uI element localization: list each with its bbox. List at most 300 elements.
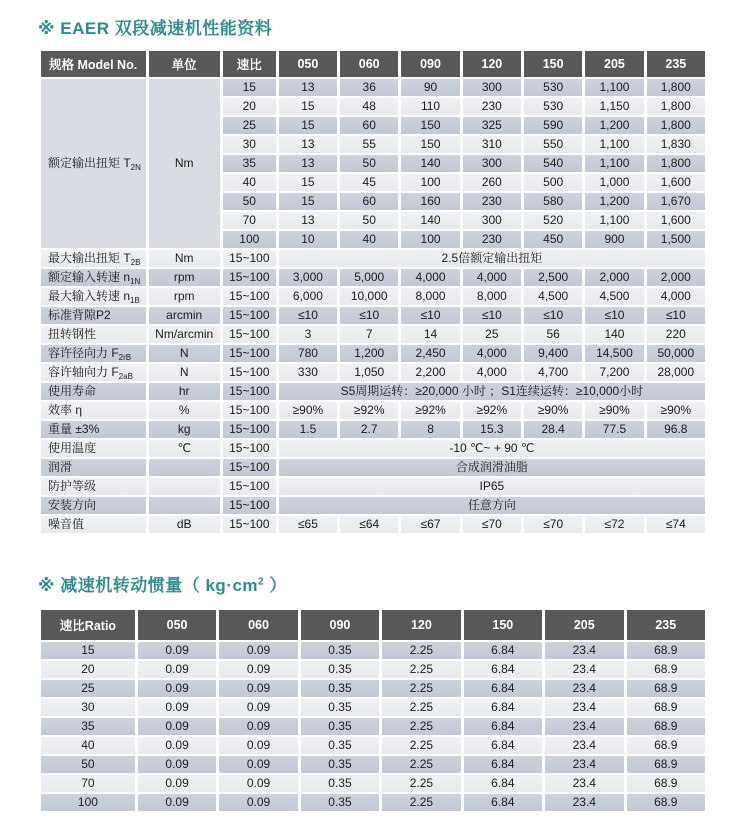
value-cell: 77.5	[585, 421, 643, 438]
value-cell: 140	[585, 326, 643, 343]
value-cell: 530	[524, 98, 582, 115]
value-cell: 50	[340, 155, 398, 172]
ratio-cell: 50	[223, 193, 276, 210]
column-header: 060	[219, 610, 297, 640]
value-cell: 0.35	[301, 699, 379, 716]
spec-label: 容许径向力 $F_{2rB}$	[41, 345, 146, 362]
value-cell: 0.09	[138, 756, 216, 773]
header-row	[41, 51, 705, 77]
unit-cell: N	[149, 364, 220, 381]
inertia-table	[38, 608, 708, 813]
value-cell: 0.09	[219, 680, 297, 697]
value-cell: 45	[340, 174, 398, 191]
spec-row	[41, 497, 705, 514]
value-cell: 1,800	[647, 155, 705, 172]
ratio-cell: 15~100	[223, 421, 276, 438]
spec-row	[41, 516, 705, 533]
value-cell: 0.09	[138, 718, 216, 735]
value-cell: 0.09	[138, 661, 216, 678]
spec-label: 最大输出扭矩 $T_{2B}$	[41, 250, 146, 267]
ratio-cell: 25	[41, 680, 135, 697]
span-value-cell: 2.5倍额定输出扭矩	[279, 250, 705, 267]
value-cell: 0.35	[301, 718, 379, 735]
value-cell: 1,500	[647, 231, 705, 248]
value-cell: 300	[463, 79, 521, 96]
value-cell: 900	[585, 231, 643, 248]
unit-cell: hr	[149, 383, 220, 400]
spec-label: 最大输入转速 $n_{1B}$	[41, 288, 146, 305]
value-cell: ≤74	[647, 516, 705, 533]
value-cell: 2,500	[524, 269, 582, 286]
value-cell: 4,000	[647, 288, 705, 305]
value-cell: 150	[401, 136, 459, 153]
value-cell: 0.35	[301, 775, 379, 792]
spec-row	[41, 440, 705, 457]
column-header: 060	[340, 51, 398, 77]
value-cell: 0.09	[138, 699, 216, 716]
ratio-cell: 70	[41, 775, 135, 792]
value-cell: 40	[340, 231, 398, 248]
ratio-cell: 35	[223, 155, 276, 172]
value-cell: ≤10	[524, 307, 582, 324]
unit-cell	[149, 478, 220, 495]
value-cell: 1,000	[585, 174, 643, 191]
inertia-row	[41, 794, 705, 811]
spec-row	[41, 421, 705, 438]
column-header: 120	[463, 51, 521, 77]
value-cell: 68.9	[627, 680, 706, 697]
value-cell: ≤10	[279, 307, 337, 324]
value-cell: 0.09	[138, 775, 216, 792]
value-cell: 68.9	[627, 737, 706, 754]
ratio-cell: 100	[223, 231, 276, 248]
value-cell: 230	[463, 193, 521, 210]
value-cell: 23.4	[545, 794, 623, 811]
value-cell: 8,000	[401, 288, 459, 305]
value-cell: 25	[463, 326, 521, 343]
value-cell: 60	[340, 193, 398, 210]
ratio-cell: 15~100	[223, 250, 276, 267]
value-cell: 68.9	[627, 642, 706, 659]
value-cell: 6.84	[464, 775, 542, 792]
value-cell: 23.4	[545, 756, 623, 773]
ratio-cell: 35	[41, 718, 135, 735]
value-cell: 310	[463, 136, 521, 153]
ratio-cell: 15	[41, 642, 135, 659]
spec-label: 重量 ±3%	[41, 421, 146, 438]
unit-cell: dB	[149, 516, 220, 533]
spec-row	[41, 250, 705, 267]
value-cell: 2,000	[585, 269, 643, 286]
span-value-cell: 合成润滑油脂	[279, 459, 705, 476]
inertia-table-title	[38, 571, 750, 596]
value-cell: 0.09	[138, 642, 216, 659]
column-header: 050	[138, 610, 216, 640]
value-cell: 50,000	[647, 345, 705, 362]
value-cell: ≤65	[279, 516, 337, 533]
performance-table-body	[41, 79, 705, 533]
value-cell: 60	[340, 117, 398, 134]
value-cell: 10	[279, 231, 337, 248]
value-cell: 2.25	[382, 699, 460, 716]
value-cell: 15	[279, 174, 337, 191]
value-cell: 1,600	[647, 212, 705, 229]
column-header: 235	[627, 610, 706, 640]
value-cell: 110	[401, 98, 459, 115]
unit-cell: %	[149, 402, 220, 419]
value-cell: 0.09	[219, 737, 297, 754]
unit-cell: Nm	[149, 79, 220, 248]
spec-row	[41, 307, 705, 324]
span-value-cell: IP65	[279, 478, 705, 495]
value-cell: 2.25	[382, 642, 460, 659]
value-cell: 1,100	[585, 155, 643, 172]
spec-label: 润滑	[41, 459, 146, 476]
value-cell: ≤10	[647, 307, 705, 324]
value-cell: 150	[401, 117, 459, 134]
value-cell: 56	[524, 326, 582, 343]
value-cell: 1,600	[647, 174, 705, 191]
value-cell: 590	[524, 117, 582, 134]
spec-label: 额定输入转速 $n_{1N}$	[41, 269, 146, 286]
ratio-cell: 15~100	[223, 440, 276, 457]
value-cell: ≤10	[463, 307, 521, 324]
value-cell: 300	[463, 155, 521, 172]
value-cell: 230	[463, 98, 521, 115]
unit-cell	[149, 459, 220, 476]
value-cell: 0.09	[219, 699, 297, 716]
rated-torque-label: 额定输出扭矩 $T_{2N}$	[41, 79, 146, 248]
spec-row	[41, 383, 705, 400]
value-cell: 220	[647, 326, 705, 343]
value-cell: 160	[401, 193, 459, 210]
ratio-cell: 15~100	[223, 402, 276, 419]
column-header: 150	[464, 610, 542, 640]
value-cell: 0.09	[219, 794, 297, 811]
spec-label: 安装方向	[41, 497, 146, 514]
value-cell: 1,050	[340, 364, 398, 381]
column-header: 速比	[223, 51, 276, 77]
value-cell: 8,000	[463, 288, 521, 305]
spec-label: 效率 η	[41, 402, 146, 419]
value-cell: 2.25	[382, 756, 460, 773]
spec-label: 标准背隙P2	[41, 307, 146, 324]
ratio-cell: 15~100	[223, 307, 276, 324]
value-cell: 520	[524, 212, 582, 229]
value-cell: 0.09	[219, 756, 297, 773]
ratio-cell: 20	[41, 661, 135, 678]
value-cell: 55	[340, 136, 398, 153]
value-cell: ≥90%	[585, 402, 643, 419]
value-cell: 1,830	[647, 136, 705, 153]
value-cell: 140	[401, 212, 459, 229]
value-cell: 0.09	[219, 661, 297, 678]
value-cell: 13	[279, 155, 337, 172]
spec-label: 噪音值	[41, 516, 146, 533]
ratio-cell: 40	[223, 174, 276, 191]
value-cell: 2.25	[382, 718, 460, 735]
value-cell: 230	[463, 231, 521, 248]
unit-cell: Nm/arcmin	[149, 326, 220, 343]
value-cell: 0.35	[301, 737, 379, 754]
inertia-row	[41, 642, 705, 659]
value-cell: 4,000	[401, 269, 459, 286]
value-cell: 2.25	[382, 775, 460, 792]
value-cell: 7,200	[585, 364, 643, 381]
value-cell: 0.09	[219, 642, 297, 659]
ratio-cell: 15~100	[223, 269, 276, 286]
value-cell: 36	[340, 79, 398, 96]
inertia-row	[41, 680, 705, 697]
value-cell: ≤10	[340, 307, 398, 324]
value-cell: 1,800	[647, 117, 705, 134]
column-header: 速比Ratio	[41, 610, 135, 640]
span-value-cell: 任意方向	[279, 497, 705, 514]
value-cell: 15	[279, 193, 337, 210]
value-cell: 3,000	[279, 269, 337, 286]
value-cell: 23.4	[545, 737, 623, 754]
ratio-cell: 15~100	[223, 497, 276, 514]
ratio-cell: 20	[223, 98, 276, 115]
value-cell: 23.4	[545, 661, 623, 678]
ratio-cell: 15~100	[223, 345, 276, 362]
value-cell: 1,800	[647, 98, 705, 115]
inertia-title-suffix: ）	[264, 576, 287, 595]
value-cell: 6,000	[279, 288, 337, 305]
value-cell: 15.3	[463, 421, 521, 438]
ratio-cell: 15~100	[223, 288, 276, 305]
value-cell: ≤64	[340, 516, 398, 533]
value-cell: 2.25	[382, 661, 460, 678]
value-cell: 7	[340, 326, 398, 343]
value-cell: 23.4	[545, 642, 623, 659]
unit-cell: N	[149, 345, 220, 362]
unit-cell: kg	[149, 421, 220, 438]
value-cell: 1,150	[585, 98, 643, 115]
column-header: 205	[585, 51, 643, 77]
value-cell: 2.25	[382, 794, 460, 811]
ratio-cell: 15~100	[223, 326, 276, 343]
spec-row	[41, 288, 705, 305]
value-cell: ≥92%	[340, 402, 398, 419]
column-header: 单位	[149, 51, 220, 77]
value-cell: 330	[279, 364, 337, 381]
value-cell: 0.35	[301, 756, 379, 773]
value-cell: 6.84	[464, 718, 542, 735]
value-cell: ≤70	[524, 516, 582, 533]
spec-row	[41, 478, 705, 495]
column-header: 090	[401, 51, 459, 77]
inertia-table-header	[41, 610, 705, 640]
unit-cell: arcmin	[149, 307, 220, 324]
value-cell: 4,000	[463, 364, 521, 381]
value-cell: 13	[279, 136, 337, 153]
value-cell: 1,100	[585, 136, 643, 153]
value-cell: ≤72	[585, 516, 643, 533]
value-cell: ≥90%	[647, 402, 705, 419]
ratio-cell: 40	[41, 737, 135, 754]
value-cell: 14	[401, 326, 459, 343]
spec-row	[41, 269, 705, 286]
span-value-cell: -10 ℃~ + 90 ℃	[279, 440, 705, 457]
value-cell: ≤10	[401, 307, 459, 324]
value-cell: 0.09	[219, 718, 297, 735]
value-cell: 68.9	[627, 756, 706, 773]
value-cell: 68.9	[627, 718, 706, 735]
value-cell: 5,000	[340, 269, 398, 286]
value-cell: 0.09	[219, 775, 297, 792]
value-cell: 540	[524, 155, 582, 172]
spec-label: 容许轴向力 $F_{2aB}$	[41, 364, 146, 381]
ratio-cell: 15~100	[223, 459, 276, 476]
value-cell: 15	[279, 117, 337, 134]
column-header: 090	[301, 610, 379, 640]
value-cell: 0.09	[138, 794, 216, 811]
rated-torque-row	[41, 79, 705, 96]
ratio-cell: 30	[223, 136, 276, 153]
value-cell: 4,000	[463, 345, 521, 362]
value-cell: 4,500	[585, 288, 643, 305]
performance-table	[38, 49, 708, 535]
value-cell: 0.35	[301, 794, 379, 811]
spec-row	[41, 364, 705, 381]
value-cell: 1,200	[340, 345, 398, 362]
value-cell: 23.4	[545, 775, 623, 792]
value-cell: 325	[463, 117, 521, 134]
span-value-cell: S5周期运转：≥20,000 小时 ；S1连续运转：≥10,000小时	[279, 383, 705, 400]
value-cell: 1,670	[647, 193, 705, 210]
value-cell: 2,200	[401, 364, 459, 381]
header-row	[41, 610, 705, 640]
unit-cell: rpm	[149, 288, 220, 305]
column-header: 120	[382, 610, 460, 640]
value-cell: 4,700	[524, 364, 582, 381]
value-cell: 28.4	[524, 421, 582, 438]
value-cell: 68.9	[627, 661, 706, 678]
value-cell: 13	[279, 212, 337, 229]
value-cell: 1,200	[585, 117, 643, 134]
performance-table-header	[41, 51, 705, 77]
ratio-cell: 15~100	[223, 478, 276, 495]
value-cell: 48	[340, 98, 398, 115]
value-cell: ≥90%	[524, 402, 582, 419]
value-cell: 780	[279, 345, 337, 362]
column-header: 规格 Model No.	[41, 51, 146, 77]
ratio-cell: 30	[41, 699, 135, 716]
value-cell: 6.84	[464, 680, 542, 697]
inertia-row	[41, 699, 705, 716]
spec-row	[41, 345, 705, 362]
inertia-table-body	[41, 642, 705, 811]
value-cell: 2.25	[382, 680, 460, 697]
value-cell: 8	[401, 421, 459, 438]
unit-cell: Nm	[149, 250, 220, 267]
value-cell: 0.09	[138, 737, 216, 754]
ratio-cell: 50	[41, 756, 135, 773]
value-cell: 68.9	[627, 775, 706, 792]
value-cell: 0.09	[138, 680, 216, 697]
ratio-cell: 15	[223, 79, 276, 96]
value-cell: 10,000	[340, 288, 398, 305]
ratio-cell: 15~100	[223, 383, 276, 400]
inertia-title-superscript: 2	[258, 576, 265, 588]
value-cell: 1,200	[585, 193, 643, 210]
value-cell: 100	[401, 231, 459, 248]
value-cell: 4,500	[524, 288, 582, 305]
spec-row	[41, 326, 705, 343]
value-cell: 2,000	[647, 269, 705, 286]
column-header: 050	[279, 51, 337, 77]
value-cell: 140	[401, 155, 459, 172]
value-cell: ≤70	[463, 516, 521, 533]
value-cell: 68.9	[627, 794, 706, 811]
value-cell: 6.84	[464, 794, 542, 811]
value-cell: 2,450	[401, 345, 459, 362]
ratio-cell: 100	[41, 794, 135, 811]
value-cell: 3	[279, 326, 337, 343]
value-cell: 90	[401, 79, 459, 96]
value-cell: 450	[524, 231, 582, 248]
value-cell: 15	[279, 98, 337, 115]
value-cell: 580	[524, 193, 582, 210]
value-cell: ≥92%	[401, 402, 459, 419]
inertia-row	[41, 737, 705, 754]
value-cell: 2.7	[340, 421, 398, 438]
ratio-cell: 15~100	[223, 516, 276, 533]
value-cell: 23.4	[545, 718, 623, 735]
value-cell: 1,800	[647, 79, 705, 96]
value-cell: 23.4	[545, 680, 623, 697]
value-cell: ≥92%	[463, 402, 521, 419]
value-cell: 550	[524, 136, 582, 153]
value-cell: 260	[463, 174, 521, 191]
value-cell: 6.84	[464, 756, 542, 773]
column-header: 205	[545, 610, 623, 640]
value-cell: 6.84	[464, 642, 542, 659]
value-cell: 13	[279, 79, 337, 96]
value-cell: 1.5	[279, 421, 337, 438]
spec-row	[41, 459, 705, 476]
inertia-row	[41, 718, 705, 735]
value-cell: 1,100	[585, 212, 643, 229]
inertia-row	[41, 775, 705, 792]
value-cell: 0.35	[301, 642, 379, 659]
value-cell: ≤10	[585, 307, 643, 324]
value-cell: 23.4	[545, 699, 623, 716]
column-header: 150	[524, 51, 582, 77]
ratio-cell: 25	[223, 117, 276, 134]
value-cell: 2.25	[382, 737, 460, 754]
value-cell: 6.84	[464, 661, 542, 678]
spec-label: 防护等级	[41, 478, 146, 495]
value-cell: 4,000	[463, 269, 521, 286]
spec-label: 使用寿命	[41, 383, 146, 400]
value-cell: 100	[401, 174, 459, 191]
value-cell: 530	[524, 79, 582, 96]
value-cell: 9,400	[524, 345, 582, 362]
value-cell: 28,000	[647, 364, 705, 381]
value-cell: 50	[340, 212, 398, 229]
unit-cell	[149, 497, 220, 514]
column-header: 235	[647, 51, 705, 77]
unit-cell: rpm	[149, 269, 220, 286]
inertia-row	[41, 661, 705, 678]
value-cell: 300	[463, 212, 521, 229]
value-cell: 1,100	[585, 79, 643, 96]
spec-label: 使用温度	[41, 440, 146, 457]
value-cell: 0.35	[301, 680, 379, 697]
inertia-title-text: ※ 减速机转动惯量（ kg·cm	[38, 576, 259, 595]
